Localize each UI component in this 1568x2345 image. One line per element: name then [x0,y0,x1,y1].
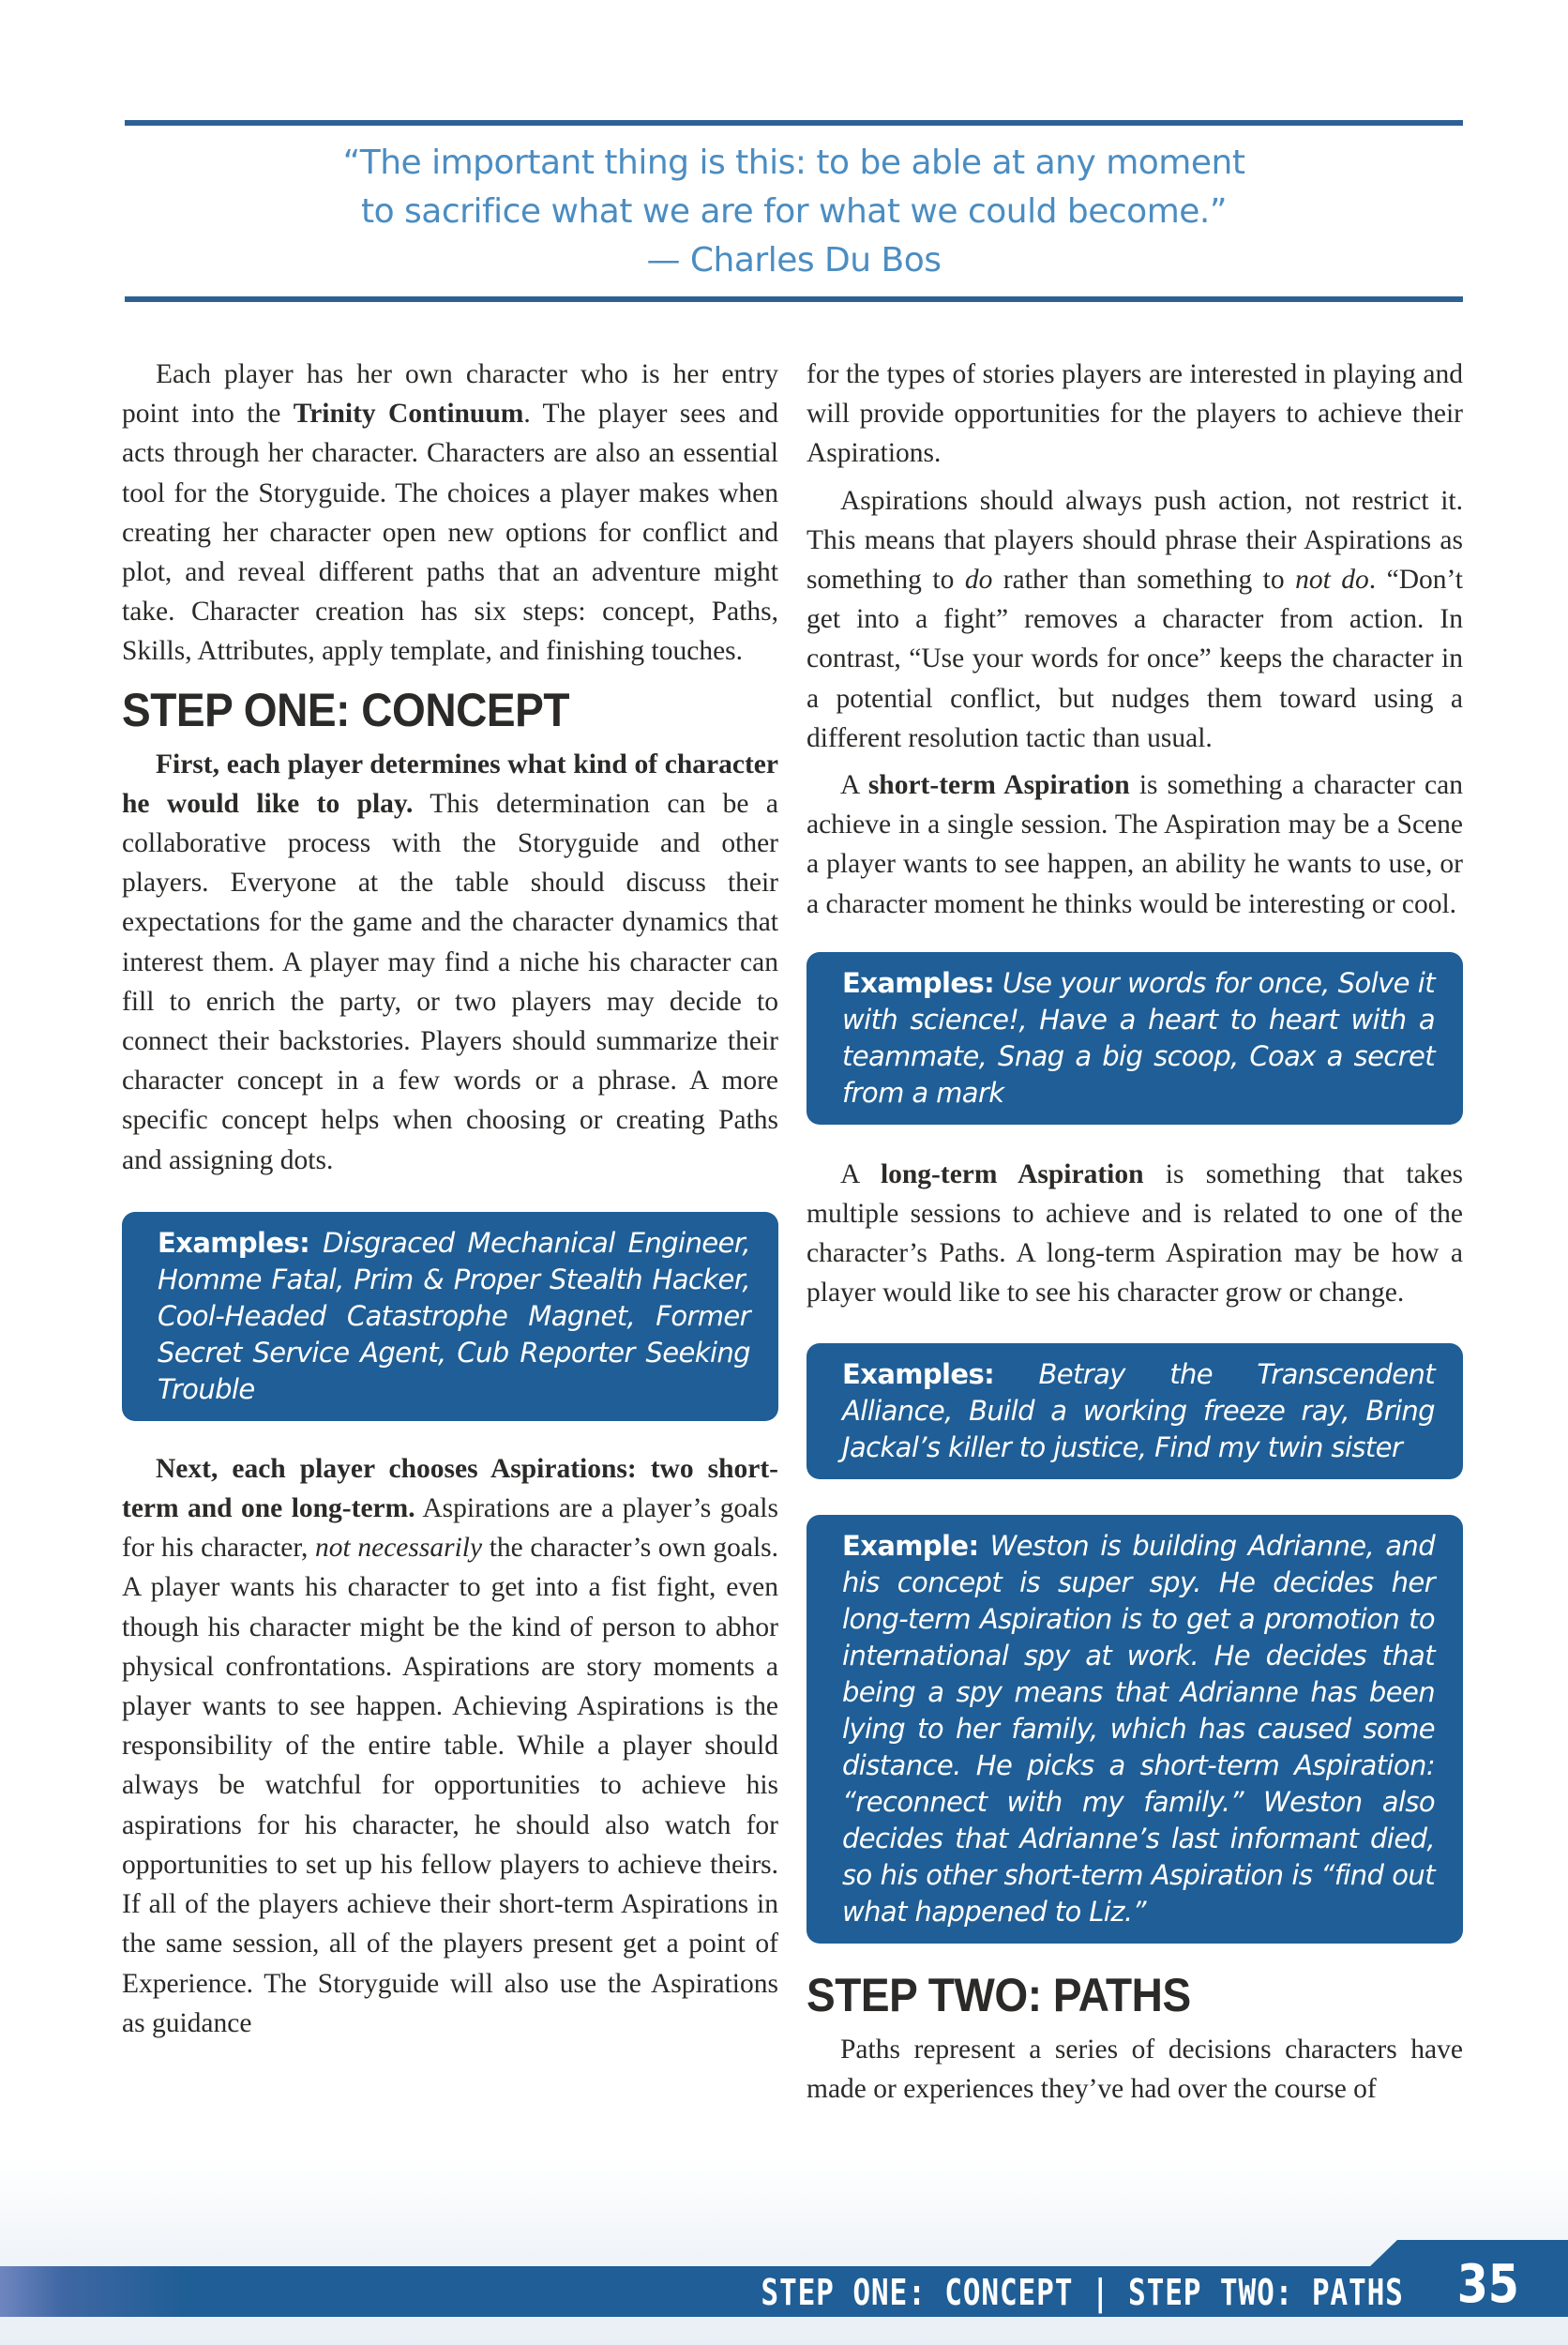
emphasis: not do [1295,565,1369,596]
heading-step-one: STEP ONE: CONCEPT [122,683,569,736]
lead-in-bold: Next, each player chooses Aspirations: two short-term and one long-term. [122,1453,778,1524]
emphasis: not necessarily [315,1533,483,1564]
emphasis: do [964,565,993,596]
page-number: 35 [1456,2254,1519,2315]
quote-bottom-rule [125,296,1463,302]
text: Aspirations should always push action, not restrict it. This means that players should phrase their Aspirations as something to [807,485,1463,596]
trinity-continuum-term: Trinity Continuum [293,399,524,430]
long-term-examples-box [807,1343,1463,1479]
examples-label: Examples: [842,1357,995,1390]
text: rather than something to [992,565,1296,596]
weston-example-box [807,1515,1463,1944]
long-term-term: long-term Aspiration [880,1158,1144,1189]
footer-section-title: STEP ONE: CONCEPT | STEP TWO: PATHS [761,2272,1404,2313]
text: Aspirations are a player’s goals for his character, [122,1493,778,1564]
text: . “Don’t get into a fight” removes a character from action. In contrast, “Use your words for once” keeps the character in a potential conflict, but nudges them toward using a different resolution tactic than usual. [807,565,1463,753]
lead-in-bold: First, each player determines what kind of character he would like to play. [122,749,778,819]
continued-paragraph: for the types of stories players are interested in playing and will provide opportunities for the players to achieve their Aspirations. [807,359,1463,469]
quote-line-2: to sacrifice what we are for what we could become.” [360,192,1228,231]
text: This determination can be a collaborative process with the Storyguide and other players. Everyone at the table should discuss their expectations for the game and the character dynamics that interest them. A player may find a niche his character can fill to enrich the party, or two players may decide to connect their backstories. Players should summarize their character concept in a few words or a phrase. A more specific concept helps when choosing or creating Paths and assigning dots. [122,788,778,1175]
text: A [840,770,868,801]
concept-examples-box [122,1212,778,1421]
quote-attribution: — Charles Du Bos [646,241,942,280]
intro-paragraph [122,355,778,672]
long-term-paragraph [807,1155,1463,1313]
concept-paragraph [122,745,778,1180]
push-action-paragraph [807,481,1463,758]
examples-label: Examples: [158,1226,310,1259]
epigraph-quote [125,139,1463,285]
text: Each player has her own character who is her entry point into the [122,359,778,430]
heading-step-two: STEP TWO: PATHS [807,1968,1191,2021]
examples-text: Disgraced Mechanical Engineer, Homme Fatal, Prim & Proper Stealth Hacker, Cool-Headed Catastrophe Magnet, Former Secret Service Agent, Cub Reporter Seeking Trouble [158,1226,750,1405]
quote-top-rule [125,120,1463,126]
text: the character’s own goals. A player wants his character to get into a fist fight, even though his character might be the kind of person to abhor physical confrontations. Aspirations are story moments a player wants to see happen. Achieving Aspirations is the responsibility of the entire table. While a player should always be watchful for opportunities to achieve his aspirations for his character, he should also watch for opportunities to set up his fellow players to achieve theirs. If all of the players achieve their short-term Aspirations in the same session, all of the players present get a point of Experience. The Storyguide will also use the Aspirations as guidance [122,1533,778,2038]
quote-line-1: “The important thing is this: to be able at any moment [342,144,1245,182]
left-column [122,355,778,2043]
example-label: Example: [842,1529,979,1562]
text: is something that takes multiple sessions to achieve and is related to one of the character’s Paths. A long-term Aspiration may be how a player would like to see his character grow or change. [807,1158,1464,1309]
paths-paragraph: Paths represent a series of decisions characters have made or experiences they’ve had over the course of [807,2034,1463,2104]
text: . The player sees and acts through her character. Characters are also an essential tool for the Storyguide. The choices a player makes when creating her character open new options for conflict and plot, and reveal different paths that an adventure might take. Character creation has six steps: concept, Paths, Skills, Attributes, apply template, and finishing touches. [122,399,778,667]
examples-text: Use your words for once, Solve it with science!, Have a heart to heart with a teammate, Snag a big scoop, Coax a secret from a mark [842,966,1435,1109]
text: A [840,1158,881,1189]
right-column [807,355,1463,2109]
text: is something a character can achieve in a single session. The Aspiration may be a Scene a player wants to see happen, an ability he wants to use, or a character moment he thinks would be interesting or cool. [807,770,1463,919]
example-text: Weston is building Adrianne, and his concept is super spy. He decides her long-term Aspiration is to get a promotion to international spy at work. He decides that being a spy means that Adrianne has been lying to her family, which has caused some distance. He picks a short-term Aspiration: “reconnect with my family.” Weston also decides that Adrianne’s last informant died, so his other short-term Aspiration is “find out what happened to Liz.” [842,1529,1435,1928]
footer-background [0,2157,1568,2345]
short-term-term: short-term Aspiration [867,770,1130,801]
examples-text: Betray the Transcendent Alliance, Build a working freeze ray, Bring Jackal’s killer to justice, Find my twin sister [842,1357,1435,1463]
short-term-examples-box [807,952,1463,1125]
aspirations-paragraph [122,1449,778,2043]
short-term-paragraph [807,765,1463,924]
examples-label: Examples: [842,966,995,999]
